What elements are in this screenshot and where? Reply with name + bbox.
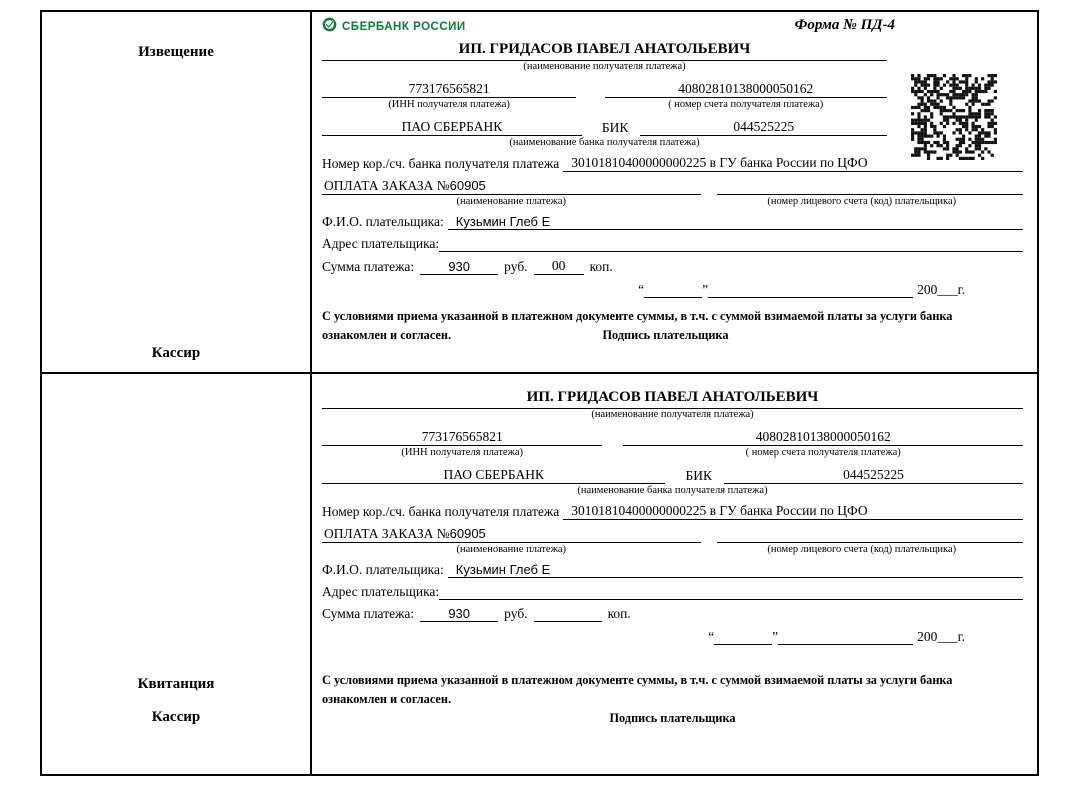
kop-label: коп. — [589, 259, 613, 275]
notice-cashier-label: Кассир — [151, 345, 201, 361]
date-month-blank — [708, 283, 913, 299]
payee-caption: (наименование получателя платежа) — [523, 61, 686, 72]
terms-block — [322, 307, 1009, 345]
receipt-cashier-label: Кассир — [151, 709, 201, 725]
account-caption: ( номер счета получателя платежа) — [745, 447, 901, 459]
corr-value: 30101810400000000225 в ГУ банка России по ЦФО — [563, 503, 1023, 520]
purpose-row — [322, 526, 1023, 543]
terms-text: С условиями приема указанной в платежном документе суммы, в т.ч. с суммой взимаемой платы за услуги банка ознакомлен и согласен. — [322, 309, 953, 343]
bank-caption: (наименование банка получателя платежа) — [509, 137, 700, 149]
notice-side-cell — [42, 12, 312, 372]
bank-row — [322, 467, 1023, 484]
inn-account-row — [322, 81, 887, 98]
purpose-value — [322, 178, 701, 195]
quote-close: ” — [772, 629, 779, 645]
payee-name: ИП. ГРИДАСОВ ПАВЕЛ АНАТОЛЬЕВИЧ — [322, 41, 887, 61]
quote-open: “ — [638, 282, 645, 298]
bik-label: БИК — [601, 120, 629, 136]
purpose-label: ОПЛАТА ЗАКАЗА № — [324, 526, 450, 542]
amount-kop-value — [534, 607, 602, 623]
account-value: 40802810138000050162 — [605, 81, 888, 98]
notice-form — [312, 12, 1037, 372]
payer-name-label: Ф.И.О. плательщика: — [322, 562, 444, 578]
purpose-label: ОПЛАТА ЗАКАЗА № — [324, 178, 450, 194]
bank-caption: (наименование банка получателя платежа) — [577, 485, 768, 497]
purpose-caption: (наименование платежа) — [456, 544, 566, 556]
corr-account-row — [322, 503, 1023, 520]
inn-account-captions — [322, 99, 887, 111]
receipt-form — [312, 374, 1037, 774]
payer-address-row — [322, 236, 1023, 252]
bank-row — [322, 119, 887, 136]
notice-upper-fields — [322, 41, 887, 149]
payer-name-row — [322, 214, 1023, 230]
payer-address-blank — [439, 237, 1023, 253]
date-month-blank — [778, 630, 913, 646]
purpose-number: 60905 — [449, 178, 486, 194]
year-label: 200___г. — [917, 629, 965, 645]
year-label: 200___г. — [917, 282, 965, 298]
date-day-blank — [714, 630, 772, 646]
purpose-captions — [322, 196, 1023, 208]
inn-account-captions — [322, 447, 1023, 459]
date-row — [322, 282, 965, 298]
quote-open: “ — [708, 629, 715, 645]
amount-rub-value: 930 — [420, 259, 498, 275]
purpose-caption: (наименование платежа) — [456, 196, 566, 208]
payer-address-label: Адрес плательщика: — [322, 584, 440, 600]
notice-header-row — [322, 17, 1023, 39]
bik-value: 044525225 — [640, 119, 887, 136]
form-number: Форма № ПД-4 — [794, 17, 895, 33]
signature-label: Подпись плательщика — [602, 328, 729, 343]
notice-label: Извещение — [138, 44, 214, 60]
payee-name: ИП. ГРИДАСОВ ПАВЕЛ АНАТОЛЬЕВИЧ — [322, 389, 1023, 409]
amount-row — [322, 606, 1023, 622]
personal-account-blank — [717, 528, 1023, 544]
amount-rub-value: 930 — [420, 606, 498, 622]
amount-label: Сумма платежа: — [322, 259, 415, 275]
inn-caption: (ИНН получателя платежа) — [388, 99, 510, 111]
amount-kop-value: 00 — [534, 258, 584, 275]
personal-account-blank — [717, 180, 1023, 196]
purpose-value — [322, 526, 701, 543]
receipt-side-cell — [42, 374, 312, 774]
purpose-row — [322, 178, 1023, 195]
inn-value: 773176565821 — [322, 81, 576, 98]
payer-name-value: Кузьмин Глеб Е — [448, 214, 1023, 230]
corr-value: 30101810400000000225 в ГУ банка России по ЦФО — [563, 155, 1023, 172]
inn-value: 773176565821 — [322, 429, 602, 446]
payer-address-blank — [439, 585, 1023, 601]
payer-name-value: Кузьмин Глеб Е — [448, 562, 1023, 578]
inn-caption: (ИНН получателя платежа) — [401, 447, 523, 459]
bik-label: БИК — [685, 468, 712, 484]
personal-account-caption: (номер лицевого счета (код) плательщика) — [767, 196, 957, 208]
terms-block — [322, 671, 1009, 709]
bik-value: 044525225 — [724, 467, 1023, 484]
payer-address-row — [322, 584, 1023, 600]
payee-caption: (наименование получателя платежа) — [591, 409, 754, 420]
signature-label: Подпись плательщика — [609, 711, 736, 726]
rub-label: руб. — [504, 606, 528, 622]
sberbank-logo-text: СБЕРБАНК РОССИИ — [342, 20, 466, 33]
purpose-number: 60905 — [449, 526, 486, 542]
sberbank-logo-icon — [322, 17, 337, 36]
receipt-section — [42, 374, 1037, 774]
inn-account-row — [322, 429, 1023, 446]
payer-name-row — [322, 562, 1023, 578]
payer-address-label: Адрес плательщика: — [322, 236, 440, 252]
payment-form-pd4 — [40, 10, 1039, 776]
sberbank-logo — [322, 17, 466, 36]
corr-label: Номер кор./сч. банка получателя платежа — [322, 156, 560, 172]
purpose-captions — [322, 544, 1023, 556]
date-day-blank — [644, 283, 702, 299]
bank-name: ПАО СБЕРБАНК — [322, 467, 665, 484]
kop-label: коп. — [607, 606, 631, 622]
account-value: 40802810138000050162 — [623, 429, 1023, 446]
qr-code — [911, 74, 997, 160]
date-row — [322, 629, 965, 645]
bank-name: ПАО СБЕРБАНК — [322, 119, 582, 136]
corr-label: Номер кор./сч. банка получателя платежа — [322, 504, 560, 520]
quote-close: ” — [702, 282, 709, 298]
account-caption: ( номер счета получателя платежа) — [668, 99, 824, 111]
amount-row — [322, 258, 1023, 275]
receipt-label: Квитанция — [137, 676, 215, 692]
notice-section — [42, 12, 1037, 374]
personal-account-caption: (номер лицевого счета (код) плательщика) — [767, 544, 957, 556]
amount-label: Сумма платежа: — [322, 606, 415, 622]
rub-label: руб. — [504, 259, 528, 275]
payer-name-label: Ф.И.О. плательщика: — [322, 214, 444, 230]
terms-text: С условиями приема указанной в платежном документе суммы, в т.ч. с суммой взимаемой платы за услуги банка ознакомлен и согласен. — [322, 673, 953, 707]
